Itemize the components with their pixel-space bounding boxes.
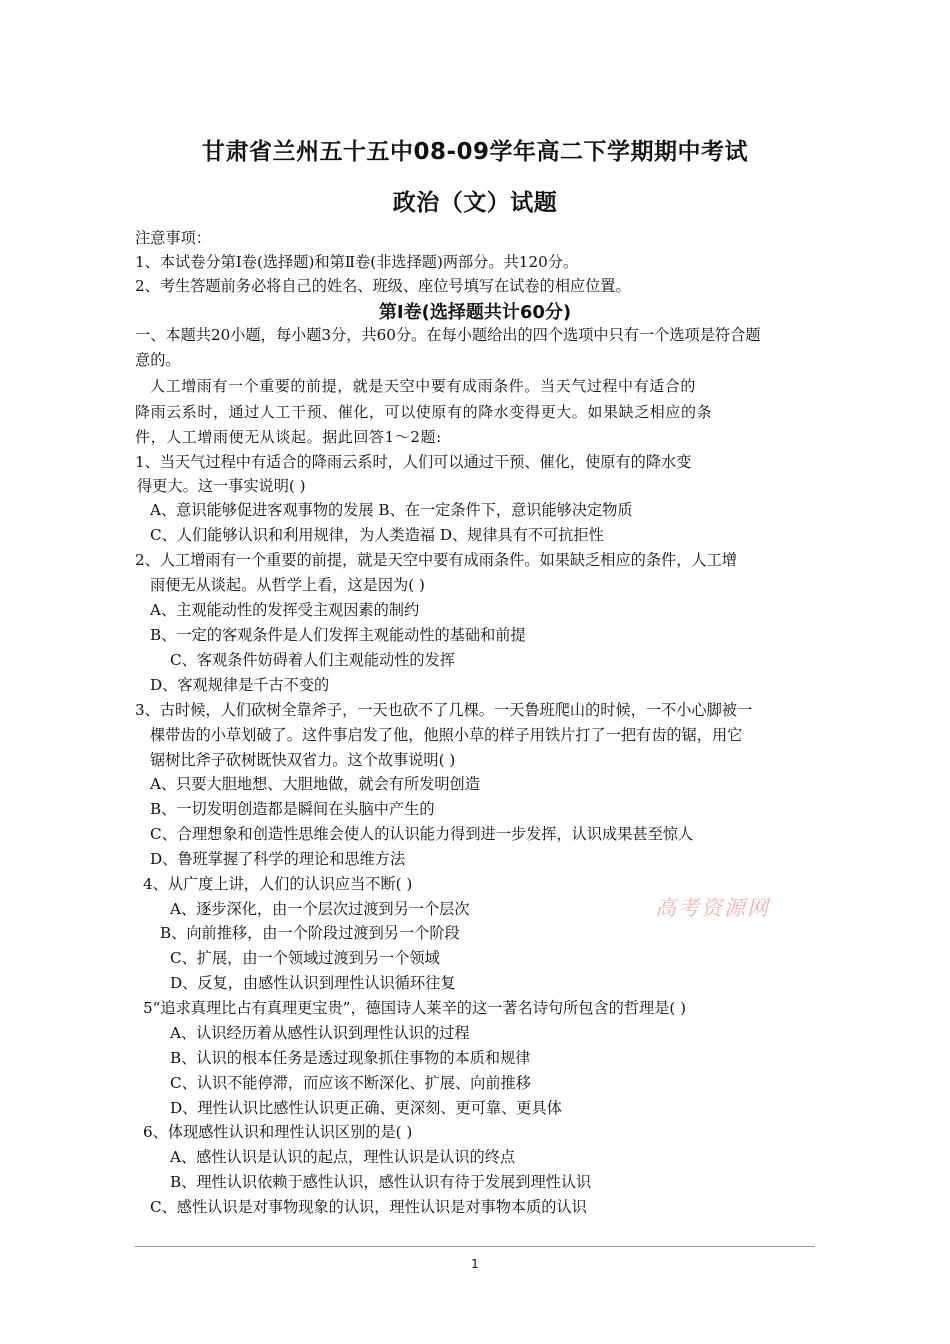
q6-option-c: C、感性认识是对事物现象的认识，理性认识是对事物本质的认识 [150,1198,587,1216]
document-subtitle: 政治（文）试题 [392,190,558,216]
q3-option-a: A、只要大胆地想、大胆地做，就会有所发明创造 [150,775,480,793]
q2-option-b: B、一定的客观条件是人们发挥主观能动性的基础和前提 [150,626,526,644]
q5-stem: 5“追求真理比占有真理更宝贵”，德国诗人莱辛的这一著名诗句所包含的哲理是( ) [143,999,687,1017]
q1-options-line-2: C、人们能够认识和利用规律，为人类造福 D、规律具有不可抗拒性 [150,526,604,544]
q5-option-d: D、理性认识比感性认识更正确、更深刻、更可靠、更具体 [170,1099,562,1117]
q2-option-c: C、客观条件妨碍着人们主观能动性的发挥 [170,651,455,669]
q4-stem: 4、从广度上讲，人们的认识应当不断( ) [143,875,413,893]
q3-stem-line-3: 锯树比斧子砍树既快双省力。这个故事说明( ) [150,751,456,769]
q2-stem-line-1: 2、人工增雨有一个重要的前提，就是天空中要有成雨条件。如果缺乏相应的条件，人工增 [135,551,737,569]
q3-stem-line-2: 棵带齿的小草划破了。这件事启发了他，他照小草的样子用铁片打了一把有齿的锯，用它 [150,726,743,744]
q1-options-line-1: A、意识能够促进客观事物的发展 B、在一定条件下，意识能够决定物质 [150,501,633,519]
notes-item-2: 2、考生答题前务必将自己的姓名、班级、座位号填写在试卷的相应位置。 [135,277,631,295]
section-title: 第Ⅰ卷(选择题共计60分) [378,302,572,323]
q2-option-a: A、主观能动性的发挥受主观因素的制约 [150,601,420,619]
notes-heading: 注意事项： [135,229,211,247]
q5-option-c: C、认识不能停滞，而应该不断深化、扩展、向前推移 [170,1074,531,1092]
watermark: 高考资源网 [655,896,770,920]
q1-stem-line-2: 得更大。这一事实说明( ) [137,477,306,495]
instructions-line-1: 一、本题共20小题，每小题3分，共60分。在每小题给出的四个选项中只有一个选项是符合题 [135,326,761,344]
q3-option-d: D、鲁班掌握了科学的理论和思维方法 [150,850,406,868]
q4-option-b: B、向前推移，由一个阶段过渡到另一个阶段 [160,924,460,942]
notes-item-1: 1、本试卷分第Ⅰ卷(选择题)和第Ⅱ卷(非选择题)两部分。共120分。 [135,253,579,271]
document-title: 甘肃省兰州五十五中08-09学年高二下学期期中考试 [201,139,749,165]
q6-option-b: B、理性认识依赖于感性认识，感性认识有待于发展到理性认识 [170,1173,592,1191]
q2-option-d: D、客观规律是千古不变的 [150,676,330,694]
page-number: 1 [471,1257,479,1271]
q2-stem-line-2: 雨便无从谈起。从哲学上看，这是因为( ) [150,576,425,594]
q5-option-a: A、认识经历着从感性认识到理性认识的过程 [170,1024,470,1042]
passage-line-3: 件，人工增雨便无从谈起。据此回答1～2题: [135,428,442,446]
q3-option-c: C、合理想象和创造性思维会使人的认识能力得到进一步发挥，认识成果甚至惊人 [150,825,694,843]
q4-option-a: A、逐步深化，由一个层次过渡到另一个层次 [170,900,470,918]
q5-option-b: B、认识的根本任务是透过现象抓住事物的本质和规律 [170,1049,531,1067]
q3-stem-line-1: 3、古时候，人们砍树全靠斧子，一天也砍不了几棵。一天鲁班爬山的时候，一不小心脚被一 [135,701,753,719]
q4-option-d: D、反复，由感性认识到理性认识循环往复 [170,974,456,992]
q6-stem: 6、体现感性认识和理性认识区别的是( ) [143,1123,413,1141]
instructions-line-2: 意的。 [135,351,181,369]
q1-stem-line-1: 1、当天气过程中有适合的降雨云系时，人们可以通过干预、催化，使原有的降水变 [135,453,692,471]
q3-option-b: B、一切发明创造都是瞬间在头脑中产生的 [150,800,435,818]
q6-option-a: A、感性认识是认识的起点，理性认识是认识的终点 [170,1148,516,1166]
passage-line-2: 降雨云系时，通过人工干预、催化，可以使原有的降水变得更大。如果缺乏相应的条 [135,403,713,421]
q4-option-c: C、扩展，由一个领域过渡到另一个领域 [170,949,440,967]
passage-line-1: 人工增雨有一个重要的前提，就是天空中要有成雨条件。当天气过程中有适合的 [150,377,697,395]
footer-divider [135,1246,815,1247]
